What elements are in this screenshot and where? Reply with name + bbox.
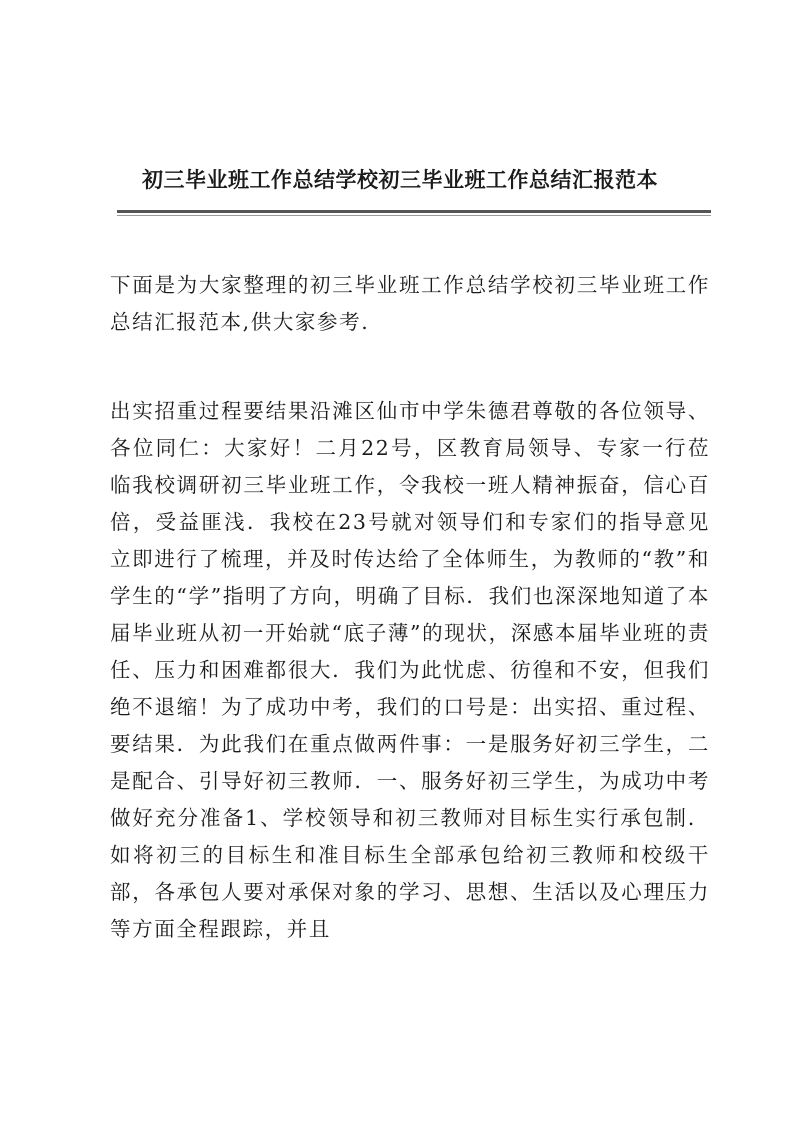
title-divider (117, 210, 711, 213)
intro-paragraph: 下面是为大家整理的初三毕业班工作总结学校初三毕业班工作总结汇报范本,供大家参考. (110, 273, 710, 334)
document-title: 初三毕业班工作总结学校初三毕业班工作总结汇报范本 (142, 167, 658, 192)
body-paragraph: 出实招重过程要结果沿滩区仙市中学朱德君尊敬的各位领导、各位同仁：大家好！二月22号，区教育局领导、专家一行莅临我校调研初三毕业班工作，令我校一班人精神振奋，信心百倍，受益匪浅．我校在23号就对领导们和专家们的指导意见立即进行了梳理，并及时传达给了全体师生，为教师的“教”和学生的“学”指明了方向，明确了目标．我们也深深地知道了本届毕业班从初一开始就“底子薄”的现状，深感本届毕业班的责任、压力和困难都很大．我们为此忧虑、彷徨和不安，但我们绝不退缩！为了成功中考，我们的口号是：出实招、重过程、要结果．为此我们在重点做两件事：一是服务好初三学生，二是配合、引导好初三教师．一、服务好初三学生，为成功中考做好充分准备1、学校领导和初三教师对目标生实行承包制．如将初三的目标生和准目标生全部承包给初三教师和校级干部，各承包人要对承保对象的学习、思想、生活以及心理压力等方面全程跟踪，并且 (110, 399, 710, 941)
